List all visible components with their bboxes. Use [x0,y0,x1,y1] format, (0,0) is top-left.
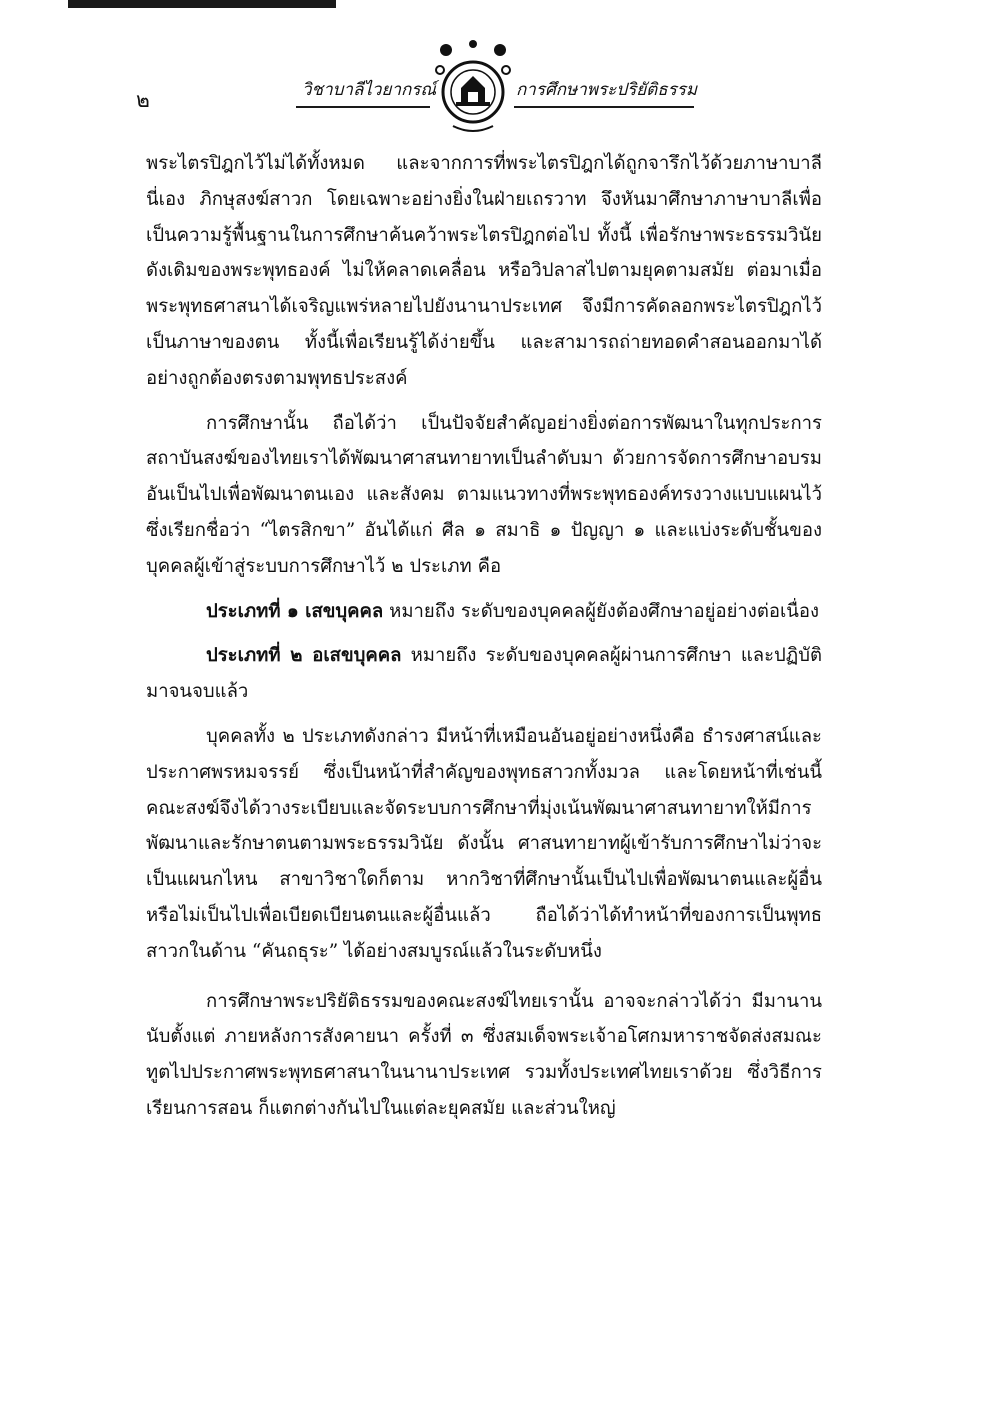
sekha-definition: หมายถึง ระดับของบุคคลผู้ยังต้องศึกษาอยู่อย่างต่อเนื่อง [383,600,820,622]
sekha-term: ประเภทที่ ๑ เสขบุคคล [206,600,384,622]
institution-emblem-icon [428,40,518,140]
page-header [0,40,1000,140]
paragraph-continued: พระไตรปิฎกไว้ไม่ได้ทั้งหมด และจากการที่พระไตรปิฎกได้ถูกจารึกไว้ด้วยภาษาบาลีนี่เอง ภิกษุสงฆ์สาวก โดยเฉพาะอย่างยิ่งในฝ่ายเถรวาท จึงหันมาศึกษาภาษาบาลีเพื่อเป็นความรู้พื้นฐานในการศึกษาค้นคว้าพระไตรปิฎกต่อไป ทั้งนี้ เพื่อรักษาพระธรรมวินัยดังเดิมของพระพุทธองค์ ไม่ให้คลาดเคลื่อน หรือวิปลาสไปตามยุคตามสมัย ต่อมาเมื่อพระพุทธศาสนาได้เจริญแพร่หลายไปยังนานาประเทศ จึงมีการคัดลอกพระไตรปิฎกไว้เป็นภาษาของตน ทั้งนี้เพื่อเรียนรู้ได้ง่ายขึ้น และสามารถถ่ายทอดคำสอนออกมาได้อย่างถูกต้องตรงตามพุทธประสงค์ [146,153,822,389]
document-body [146,146,822,1127]
header-rule-right [514,106,694,108]
asekha-definition: หมายถึง ระดับของบุคคลผู้ผ่านการศึกษา และปฏิบัติมาจนจบแล้ว [146,645,822,703]
paragraph-asekha [146,638,822,710]
paragraph-education: การศึกษานั้น ถือได้ว่า เป็นปัจจัยสำคัญอย่างยิ่งต่อการพัฒนาในทุกประการ สถาบันสงฆ์ของไทยเราได้พัฒนาศาสนทายาทเป็นลำดับมา ด้วยการจัดการศึกษาอบรมอันเป็นไปเพื่อพัฒนาตนเอง และสังคม ตามแนวทางที่พระพุทธองค์ทรงวางแบบแผนไว้ ซึ่งเรียกชื่อว่า “ไตรสิกขา” อันได้แก่ ศีล ๑ สมาธิ ๑ ปัญญา ๑ และแบ่งระดับชั้นของบุคคลผู้เข้าสู่ระบบการศึกษาไว้ ๒ ประเภท คือ [146,412,822,577]
top-scan-rule [68,0,336,8]
paragraph-sekha [146,594,822,630]
paragraph-history: การศึกษาพระปริยัติธรรมของคณะสงฆ์ไทยเรานั้น อาจจะกล่าวได้ว่า มีมานานนับตั้งแต่ ภายหลังการสังคายนา ครั้งที่ ๓ ซึ่งสมเด็จพระเจ้าอโศกมหาราชจัดส่งสมณะทูตไปประกาศพระพุทธศาสนาในนานาประเทศ รวมทั้งประเทศไทยเราด้วย ซึ่งวิธีการเรียนการสอน ก็แตกต่างกันไปในแต่ละยุคสมัย และส่วนใหญ่ [146,990,822,1119]
page-number: ๒ [136,88,150,112]
header-subject-title: วิชาบาลีไวยากรณ์ [302,80,437,100]
header-rule-left [296,106,430,108]
header-course-title: การศึกษาพระปริยัติธรรม [516,80,698,100]
paragraph-duties: บุคคลทั้ง ๒ ประเภทดังกล่าว มีหน้าที่เหมือนอันอยู่อย่างหนึ่งคือ ธำรงศาสน์และประกาศพรหมจรรย์ ซึ่งเป็นหน้าที่สำคัญของพุทธสาวกทั้งมวล และโดยหน้าที่เช่นนี้ คณะสงฆ์จึงได้วางระเบียบและจัดระบบการศึกษาที่มุ่งเน้นพัฒนาศาสนทายาทให้มีการพัฒนาและรักษาตนตามพระธรรมวินัย ดังนั้น ศาสนทายาทผู้เข้ารับการศึกษาไม่ว่าจะเป็นแผนกไหน สาขาวิชาใดก็ตาม หากวิชาที่ศึกษานั้นเป็นไปเพื่อพัฒนาตนและผู้อื่น หรือไม่เป็นไปเพื่อเบียดเบียนตนและผู้อื่นแล้ว ถือได้ว่าได้ทำหน้าที่ของการเป็นพุทธสาวกในด้าน “คันถธุระ” ได้อย่างสมบูรณ์แล้วในระดับหนึ่ง [146,725,822,962]
asekha-term: ประเภทที่ ๒ อเสขบุคคล [206,645,402,667]
